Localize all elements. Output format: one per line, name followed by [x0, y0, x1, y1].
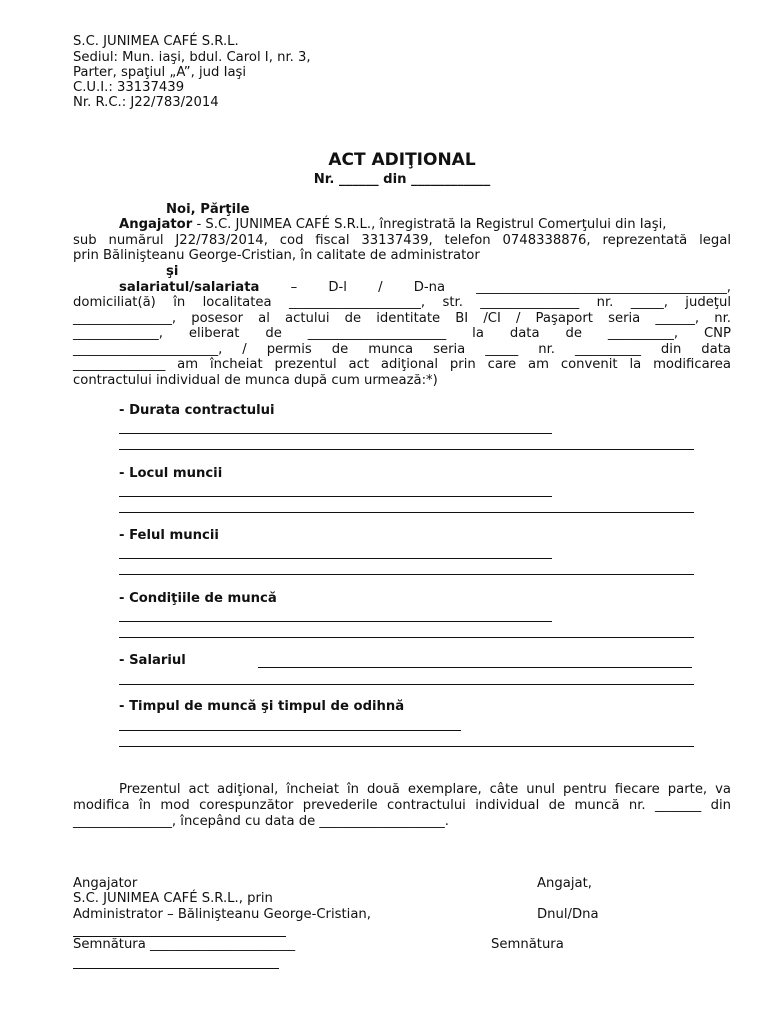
parties-heading: Noi, Părţile: [166, 202, 250, 217]
employee-label: salariatul/salariata: [119, 280, 260, 295]
employer-text-3: prin Bălinişteanu George-Cristian, în calitate de administrator: [73, 248, 480, 263]
closing-line-2: modifica în mod corespunzător prevederile contractului individual de muncă nr. _______ din: [73, 798, 731, 813]
employee-intro: – D-l / D-na ______________________________________,: [290, 280, 731, 295]
company-address: Sediul: Mun. iaşi, bdul. Carol I, nr. 3,: [73, 50, 311, 65]
employer-label: Angajator: [119, 217, 193, 232]
fill-line[interactable]: [119, 558, 552, 559]
company-rc: Nr. R.C.: J22/783/2014: [73, 95, 219, 110]
employer-paragraph-line-1: [119, 217, 666, 233]
fill-line[interactable]: [119, 433, 552, 434]
employer-sign-label: Angajator: [73, 876, 138, 891]
employee-line-7: contractului individual de munca după cum urmează:*): [73, 373, 438, 388]
closing-line-1: Prezentul act adiţional, încheiat în două exemplare, câte unul pentru fiecare parte, va: [119, 782, 731, 797]
fill-line[interactable]: [258, 667, 692, 668]
employee-signature: Semnătura: [491, 937, 564, 952]
section-job-type: - Felul muncii: [119, 528, 219, 543]
section-workplace: - Locul muncii: [119, 466, 223, 481]
employee-line-3: _______________, posesor al actului de identitate BI /CI / Paşaport seria ______, nr.: [73, 311, 731, 326]
and-word: şi: [166, 264, 179, 279]
employer-text-1: - S.C. JUNIMEA CAFÉ S.R.L., înregistrată la Registrul Comerţului din Iaşi,: [196, 217, 667, 232]
fill-line[interactable]: [119, 512, 694, 513]
document-title: ACT ADIŢIONAL: [328, 150, 476, 170]
company-cui: C.U.I.: 33137439: [73, 80, 185, 95]
document-number: Nr. ______ din ____________: [313, 172, 491, 187]
closing-line-3: _______________, începând cu data de ___________________.: [73, 814, 449, 829]
company-address-2: Parter, spaţiul „A”, jud Iaşi: [73, 65, 247, 80]
fill-line[interactable]: [119, 637, 694, 638]
employee-line-1: [119, 280, 731, 296]
fill-line[interactable]: [119, 496, 552, 497]
employee-line-4: _____________, eliberat de _____________________ la data de __________, CNP: [73, 326, 731, 341]
fill-line[interactable]: [119, 684, 694, 685]
fill-line[interactable]: [119, 449, 694, 450]
fill-line[interactable]: [119, 730, 461, 731]
section-salary: - Salariul: [119, 653, 186, 668]
fill-line[interactable]: [119, 574, 694, 575]
section-work-rest-time: - Timpul de muncă şi timpul de odihnă: [119, 699, 405, 714]
employee-line-6: ______________ am încheiat prezentul act adiţional prin care am convenit la modificarea: [73, 357, 731, 372]
signature-line[interactable]: [73, 968, 279, 969]
company-name: S.C. JUNIMEA CAFÉ S.R.L.: [73, 34, 239, 49]
employer-text-2: sub numărul J22/783/2014, cod fiscal 33137439, telefon 0748338876, reprezentată legal: [73, 233, 731, 248]
section-duration: - Durata contractului: [119, 403, 275, 418]
employer-sign-company: S.C. JUNIMEA CAFÉ S.R.L., prin: [73, 891, 273, 906]
employee-sign-name: Dnul/Dna: [537, 907, 599, 922]
employee-sign-label: Angajat,: [537, 876, 592, 891]
fill-line[interactable]: [119, 621, 552, 622]
employer-signature: Semnătura ______________________: [73, 937, 296, 952]
employee-line-5: ______________________, / permis de munca seria _____ nr. __________ din data: [73, 342, 731, 357]
section-conditions: - Condiţiile de muncă: [119, 591, 277, 606]
employer-sign-representative: Administrator – Bălinişteanu George-Cristian,: [73, 907, 371, 922]
fill-line[interactable]: [119, 746, 694, 747]
employee-line-2: domiciliat(ă) în localitatea ____________________, str. _______________ nr. _____, judeţul: [73, 295, 731, 310]
